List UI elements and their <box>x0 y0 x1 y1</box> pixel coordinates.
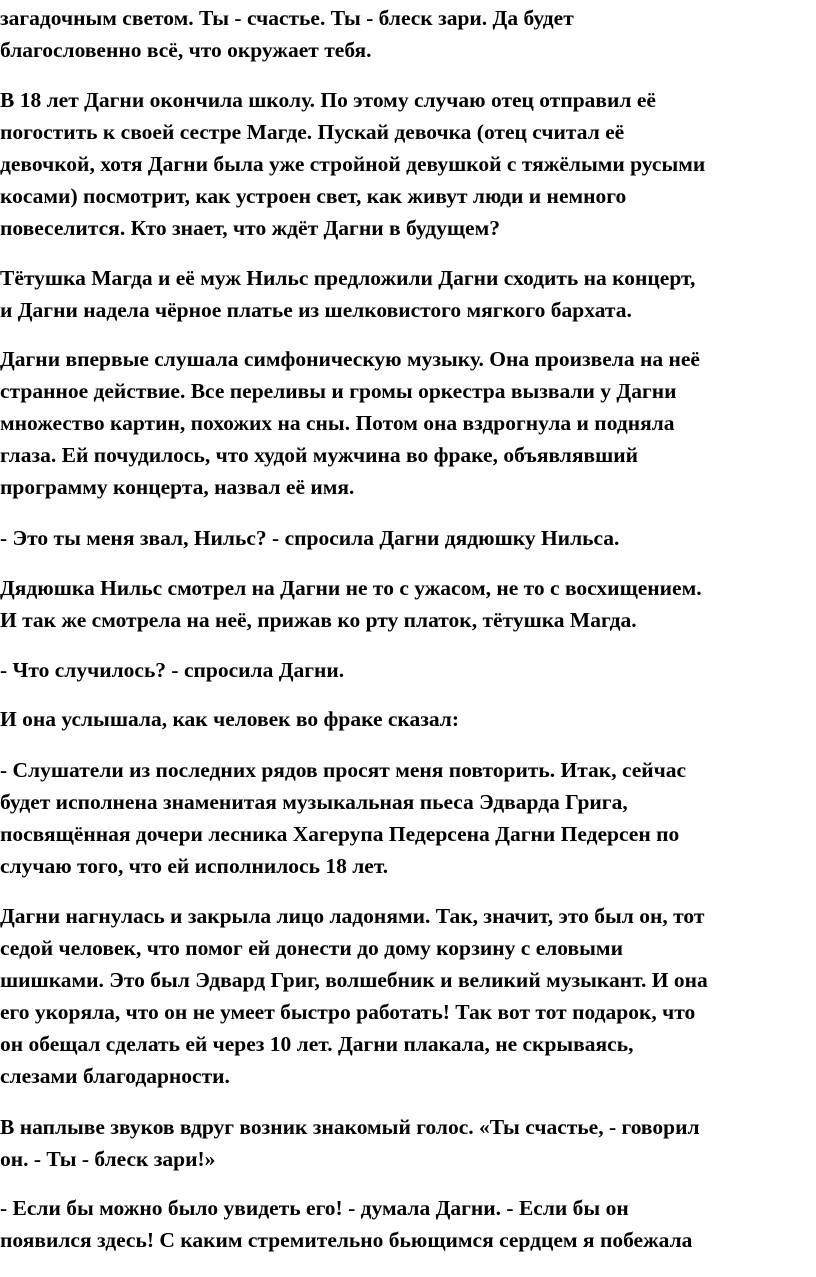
text-line: В наплыве звуков вдруг возник знакомый голос. «Ты счастье, - говорил <box>0 1115 700 1139</box>
text-line: глаза. Ей почудилось, что худой мужчина во фраке, объявлявший <box>0 443 639 467</box>
text-line: Дядюшка Нильс смотрел на Дагни не то с ужасом, не то с восхищением. <box>0 576 702 600</box>
text-line: посвящённая дочери лесника Хагерупа Педерсена Дагни Педерсен по <box>0 822 680 846</box>
text-line: он. - Ты - блеск зари!» <box>0 1147 216 1171</box>
text-line: Дагни впервые слушала симфоническую музыку. Она произвела на неё <box>0 347 700 371</box>
text-line: В 18 лет Дагни окончила школу. По этому случаю отец отправил её <box>0 88 656 112</box>
text-line: И она услышала, как человек во фраке сказал: <box>0 707 460 731</box>
text-line: Тётушка Магда и её муж Нильс предложили Дагни сходить на концерт, <box>0 266 696 290</box>
text-line: и Дагни надела чёрное платье из шелковистого мягкого бархата. <box>0 298 632 322</box>
text-line: появился здесь! С каким стремительно бьющимся сердцем я побежала <box>0 1228 693 1252</box>
text-line: благословенно всё, что окружает тебя. <box>0 38 372 62</box>
text-line: слезами благодарности. <box>0 1064 230 1088</box>
text-line: - Что случилось? - спросила Дагни. <box>0 658 345 682</box>
text-line: программу концерта, назвал её имя. <box>0 475 355 499</box>
text-line: седой человек, что помог ей донести до дому корзину с еловыми <box>0 936 623 960</box>
text-line: его укоряла, что он не умеет быстро работать! Так вот тот подарок, что <box>0 1000 696 1024</box>
text-line: - Слушатели из последних рядов просят меня повторить. Итак, сейчас <box>0 758 687 782</box>
text-line: - Если бы можно было увидеть его! - думала Дагни. - Если бы он <box>0 1196 629 1220</box>
text-line: шишками. Это был Эдвард Григ, волшебник и великий музыкант. И она <box>0 968 708 992</box>
text-line: повеселится. Кто знает, что ждёт Дагни в будущем? <box>0 216 500 240</box>
text-line: множество картин, похожих на сны. Потом она вздрогнула и подняла <box>0 411 675 435</box>
text-line: - Это ты меня звал, Нильс? - спросила Дагни дядюшку Нильса. <box>0 526 620 550</box>
text-line: загадочным светом. Ты - счастье. Ты - блеск зари. Да будет <box>0 6 574 30</box>
text-line: погостить к своей сестре Магде. Пускай девочка (отец считал её <box>0 120 625 144</box>
text-line: косами) посмотрит, как устроен свет, как живут люди и немного <box>0 184 627 208</box>
text-line: он обещал сделать ей через 10 лет. Дагни плакала, не скрываясь, <box>0 1032 634 1056</box>
text-line: Дагни нагнулась и закрыла лицо ладонями. Так, значит, это был он, тот <box>0 904 705 928</box>
text-line: девочкой, хотя Дагни была уже стройной девушкой с тяжёлыми русыми <box>0 152 706 176</box>
text-line: странное действие. Все переливы и громы оркестра вызвали у Дагни <box>0 379 677 403</box>
text-line: будет исполнена знаменитая музыкальная пьеса Эдварда Грига, <box>0 790 628 814</box>
text-line: И так же смотрела на неё, прижав ко рту платок, тётушка Магда. <box>0 608 637 632</box>
text-line: случаю того, что ей исполнилось 18 лет. <box>0 854 389 878</box>
